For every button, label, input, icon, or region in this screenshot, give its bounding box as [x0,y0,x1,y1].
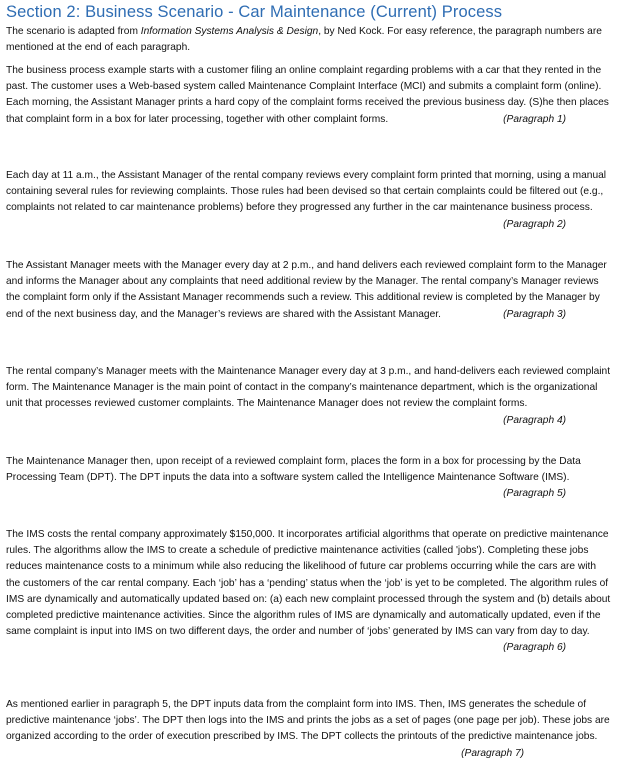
paragraph-7 [6,697,612,762]
paragraph-5 [6,454,612,503]
paragraph-3 [6,258,612,323]
paragraph-text: The Maintenance Manager then, upon receipt of a reviewed complaint form, places the form in a box for processing by the Data Processing Team (DPT). The DPT inputs the data into a software system called the Intelligence Maintenance Software (IMS). [6,456,581,484]
paragraph-text: As mentioned earlier in paragraph 5, the DPT inputs data from the complaint form into IMS. Then, IMS generates the schedule of predictive maintenance ‘jobs’. The DPT then logs into the IMS and prints the jobs as a set of pages (one page per job). These jobs are organized according to the order of execution prescribed by IMS. The DPT collects the printouts of the predictive maintenance jobs. [6,699,610,743]
paragraph-reference: (Paragraph 6) [503,642,566,654]
paragraph-4 [6,364,612,429]
book-title: Information Systems Analysis & Design [140,26,319,37]
intro-after: , by Ned Kock. For easy reference, the paragraph numbers are mentioned at the end of each paragraph. [6,26,602,53]
paragraph-text: The Assistant Manager meets with the Manager every day at 2 p.m., and hand delivers each reviewed complaint form to the Manager and informs the Manager about any complaints that need additional review by the Manager. The rental company’s Manager reviews the complaint form only if the Assistant Manager recommends such a review. This additional review is completed by the Manager by end of the next business day, and the Manager’s reviews are shared with the Assistant Manager. [6,260,607,320]
paragraph-reference: (Paragraph 1) [503,113,566,125]
intro-before: The scenario is adapted from [6,26,141,37]
paragraph-reference: (Paragraph 2) [503,218,566,230]
paragraph-6 [6,527,612,657]
paragraph-text: Each day at 11 a.m., the Assistant Manager of the rental company reviews every complaint form printed that morning, using a manual containing several rules for reviewing complaints. Those rules had been devised so that certain complaints could be filtered out (e.g., complaints not related to car maintenance problems) before they progressed any further in the car maintenance business process. [6,170,607,214]
paragraph-text: The IMS costs the rental company approximately $150,000. It incorporates artificial algorithms that operate on predictive maintenance rules. The algorithms allow the IMS to create a schedule of predictive maintenance activities (called 'jobs'). Completing these jobs reduces maintenance costs to a minimum while also reducing the likelihood of future car problems occurring while the cars are with the customers of the car rental company. Each ‘job’ has a ‘pending’ status when the ‘job’ is yet to be completed. The algorithm rules of IMS are dynamically and automatically updated based on: (a) each new complaint processed through the system and (b) details about completed predictive maintenance activities. Since the algorithm rules of IMS are dynamically and automatically updated, even if the same complaint is input into IMS on two different days, the order and number of ‘jobs’ generated by IMS can vary from day to day. [6,529,611,638]
document-page [6,0,618,759]
section-heading: Section 2: Business Scenario - Car Maintenance (Current) Process [6,3,503,21]
paragraph-reference: (Paragraph 4) [503,414,566,426]
paragraph-text: The rental company’s Manager meets with the Maintenance Manager every day at 3 p.m., and hand-delivers each reviewed complaint form. The Maintenance Manager is the main point of contact in the company’s maintenance department, which is the organizational unit that processes reviewed customer complaints. The Maintenance Manager does not review the complaint forms. [6,366,611,410]
paragraph-reference: (Paragraph 5) [503,488,566,500]
paragraph-reference: (Paragraph 3) [503,308,566,320]
intro-text [6,24,618,56]
paragraph-1 [6,63,612,128]
paragraph-text: The business process example starts with a customer filing an online complaint regarding problems with a car that they rented in the past. The customer uses a Web-based system called Maintenance Complaint Interface (MCI) and submits a complaint form (online). Each morning, the Assistant Manager prints a hard copy of the complaint forms received the previous business day. (S)he then places that complaint form in a box for later processing, together with other complaint forms. [6,65,609,125]
paragraph-reference: (Paragraph 7) [461,747,524,759]
paragraph-2 [6,168,612,233]
